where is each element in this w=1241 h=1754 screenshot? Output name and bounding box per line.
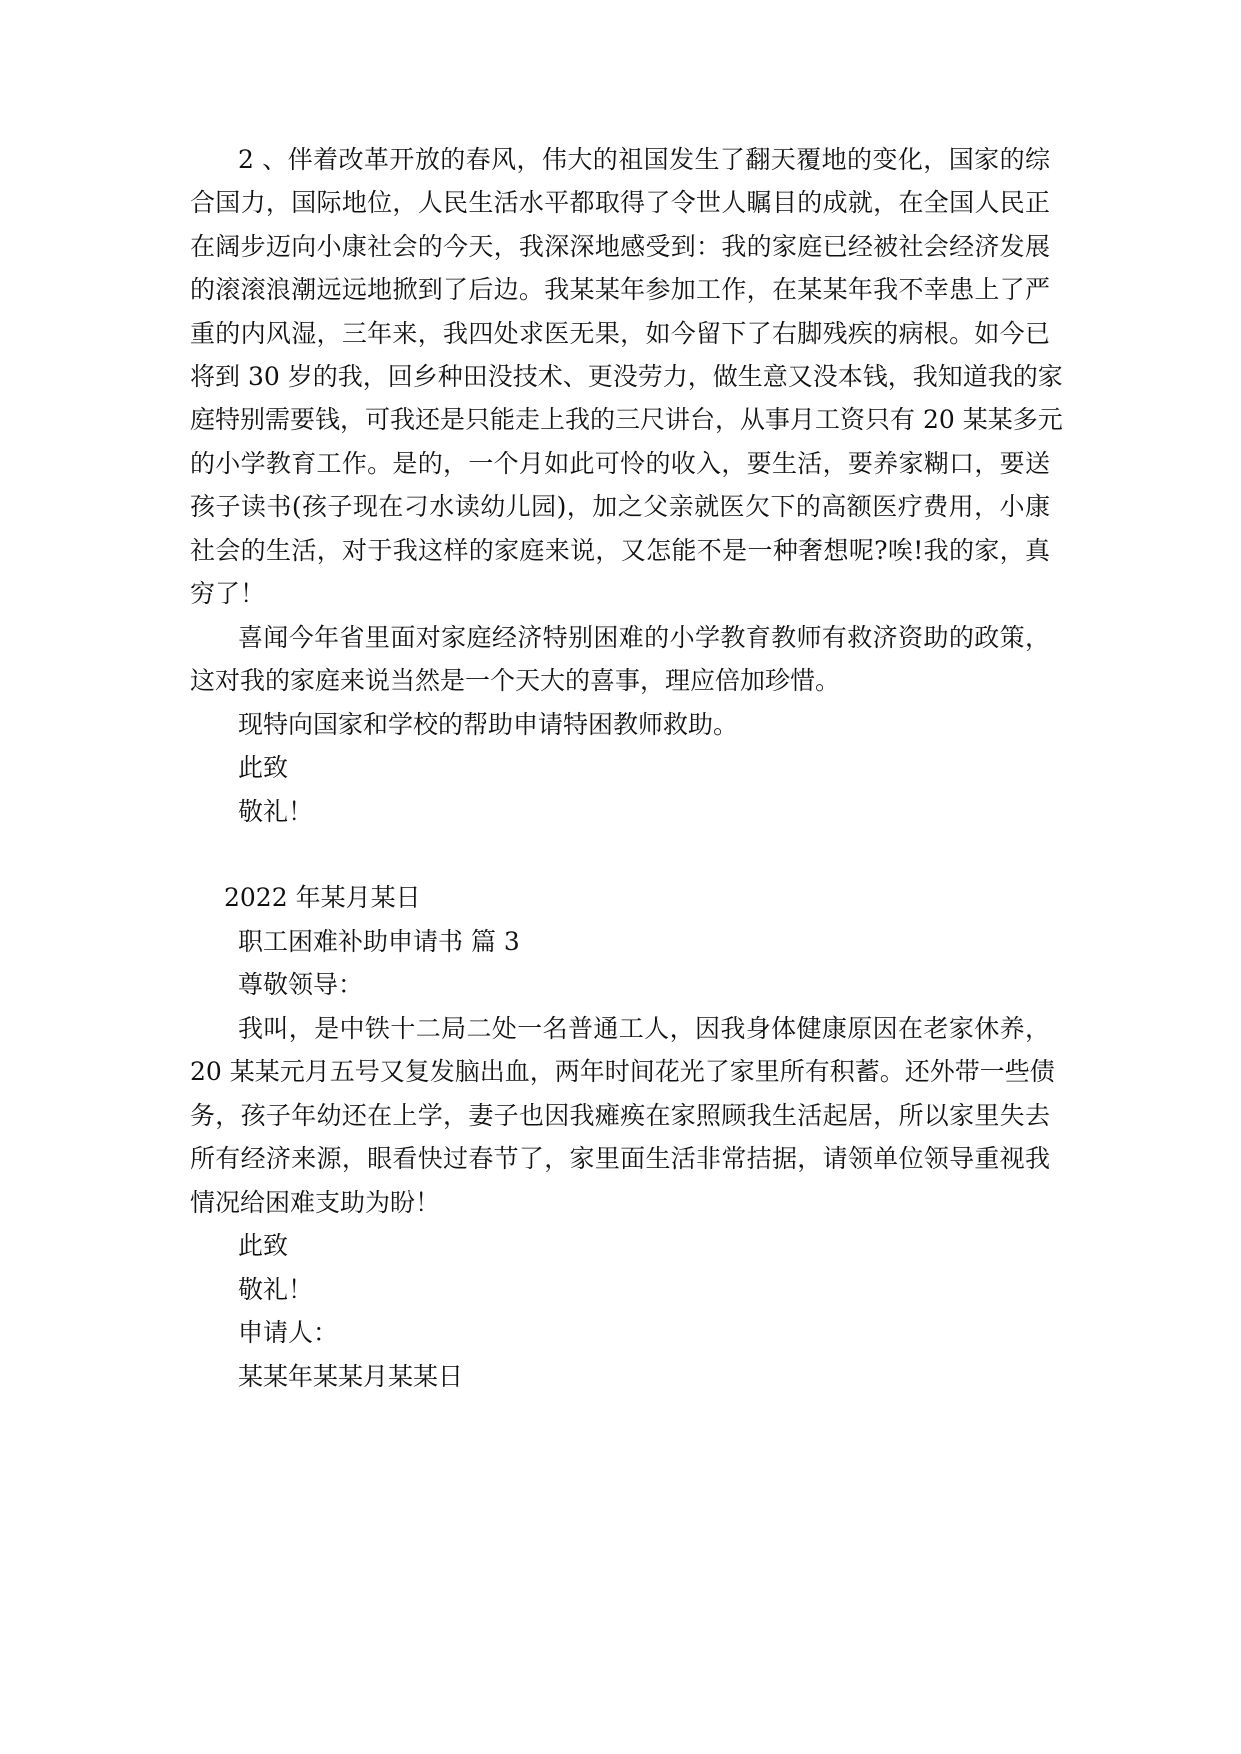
paragraph-1-line-9: 孩子读书(孩子现在刁水读幼儿园)，加之父亲就医欠下的高额医疗费用，小康 xyxy=(190,492,1050,521)
paragraph-1-line-5: 重的内风湿，三年来，我四处求医无果，如今留下了右脚残疾的病根。如今已 xyxy=(190,319,1050,348)
paragraph-1-line-1: 2 、伴着改革开放的春风，伟大的祖国发生了翻天覆地的变化，国家的综 xyxy=(238,145,1050,174)
paragraph-3: 现特向国家和学校的帮助申请特困教师救助。 xyxy=(238,710,739,739)
paragraph-2-line-2: 这对我的家庭来说当然是一个天大的喜事，理应倍加珍惜。 xyxy=(190,666,841,695)
paragraph-1-line-7: 庭特别需要钱，可我还是只能走上我的三尺讲台，从事月工资只有 20 某某多元 xyxy=(190,405,1063,434)
paragraph-4-line-4: 所有经济来源，眼看快过春节了，家里面生活非常拮据，请领单位领导重视我 xyxy=(190,1144,1050,1173)
paragraph-4-line-2: 20 某某元月五号又复发脑出血，两年时间花光了家里所有积蓄。还外带一些债 xyxy=(190,1057,1055,1086)
paragraph-1-line-11: 穷了！ xyxy=(190,579,266,608)
paragraph-4-line-3: 务，孩子年幼还在上学，妻子也因我瘫痪在家照顾我生活起居，所以家里失去 xyxy=(190,1101,1050,1130)
date-1: 2022 年某月某日 xyxy=(224,883,421,912)
applicant-label: 申请人： xyxy=(238,1318,339,1347)
greeting: 尊敬领导： xyxy=(238,970,364,999)
section-title: 职工困难补助申请书 篇 3 xyxy=(238,927,520,956)
paragraph-4-line-5: 情况给困难支助为盼！ xyxy=(190,1188,441,1217)
paragraph-1-line-10: 社会的生活，对于我这样的家庭来说，又怎能不是一种奢想呢?唉!我的家，真 xyxy=(190,536,1050,565)
date-2: 某某年某某月某某日 xyxy=(238,1362,464,1391)
closing-2: 此致 xyxy=(238,1231,289,1260)
paragraph-1-line-8: 的小学教育工作。是的，一个月如此可怜的收入，要生活，要养家糊口，要送 xyxy=(190,449,1050,478)
paragraph-1-line-4: 的滚滚浪潮远远地掀到了后边。我某某年参加工作，在某某年我不幸患上了严 xyxy=(190,275,1050,304)
salute-1: 敬礼！ xyxy=(238,797,314,826)
paragraph-1-line-6: 将到 30 岁的我，回乡种田没技术、更没劳力，做生意又没本钱，我知道我的家 xyxy=(190,362,1063,391)
salute-2: 敬礼！ xyxy=(238,1275,314,1304)
closing-1: 此致 xyxy=(238,753,289,782)
paragraph-4-line-1: 我叫，是中铁十二局二处一名普通工人，因我身体健康原因在老家休养， xyxy=(238,1014,1050,1043)
paragraph-2-line-1: 喜闻今年省里面对家庭经济特别困难的小学教育教师有救济资助的政策， xyxy=(238,623,1050,652)
paragraph-1-line-3: 在阔步迈向小康社会的今天，我深深地感受到：我的家庭已经被社会经济发展 xyxy=(190,232,1050,261)
paragraph-1-line-2: 合国力，国际地位，人民生活水平都取得了令世人瞩目的成就，在全国人民正 xyxy=(190,188,1050,217)
